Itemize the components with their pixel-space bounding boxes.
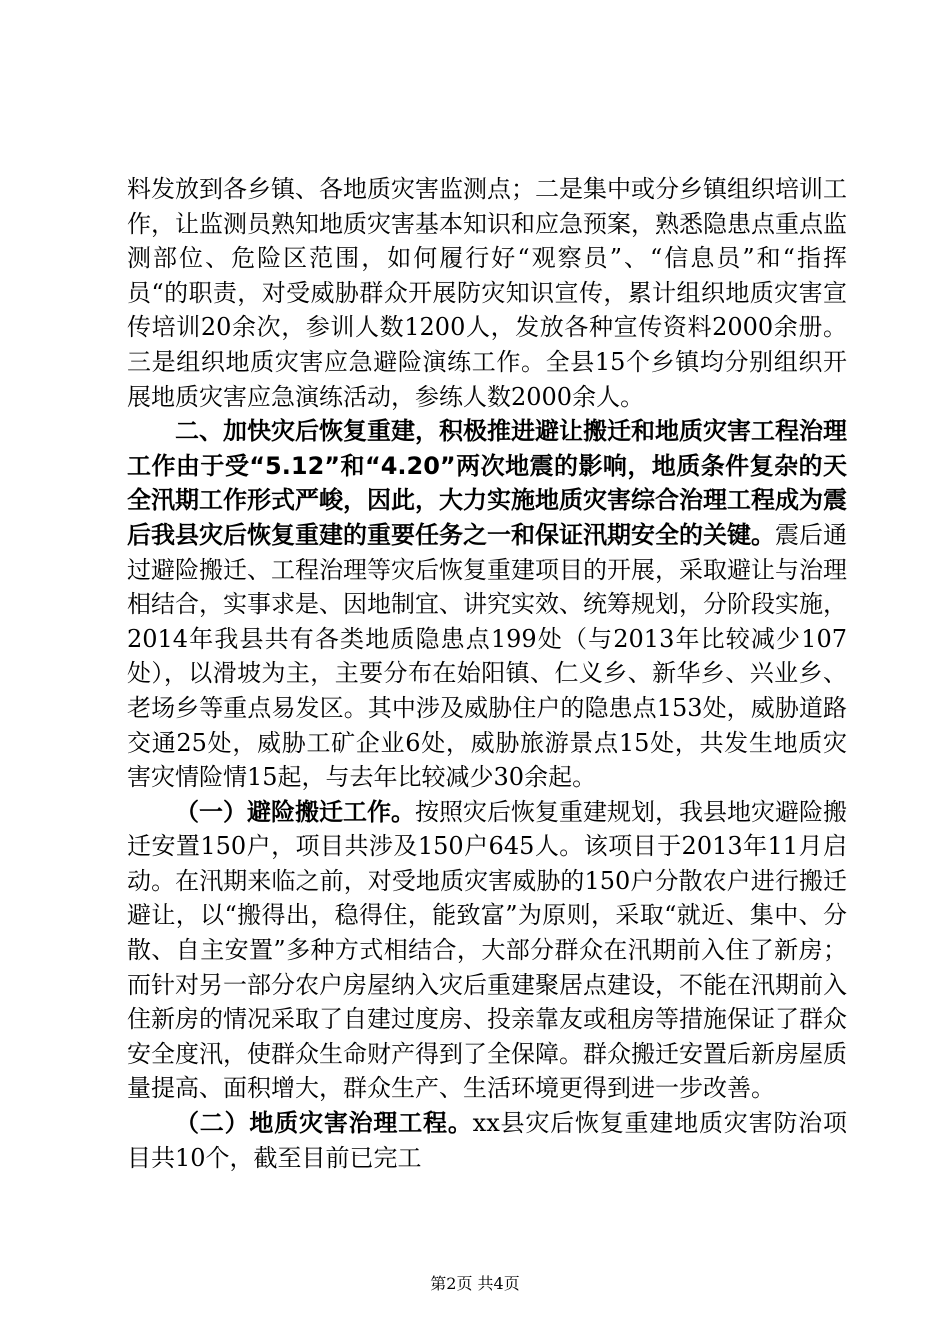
paragraph-2 bbox=[127, 414, 847, 795]
paragraph-1-text: 料发放到各乡镇、各地质灾害监测点；二是集中或分乡镇组织培训工作，让监测员熟知地质灾害基本知识和应急预案，熟悉隐患点重点监测部位、危险区范围，如何履行好“观察员”、“信息员”和“指挥员“的职责，对受威胁群众开展防灾知识宣传，累计组织地质灾害宣传培训20余次，参训人数1200人，发放各种宣传资料2000余册。三是组织地质灾害应急避险演练工作。全县15个乡镇均分别组织开展地质灾害应急演练活动，参练人数2000余人。 bbox=[127, 175, 847, 411]
paragraph-3-heading: （一）避险搬迁工作。 bbox=[175, 797, 415, 826]
page-number-label: 第2页 共4页 bbox=[430, 1274, 520, 1293]
paragraph-4 bbox=[127, 1106, 847, 1175]
paragraph-4-text: xx县灾后恢复重建地质灾害防治项目共10个，截至目前已完工 bbox=[127, 1109, 847, 1172]
page-footer bbox=[0, 1271, 950, 1294]
paragraph-3-text: 按照灾后恢复重建规划，我县地灾避险搬迁安置150户，项目共涉及150户645人。该项目于2013年11月启动。在汛期来临之前，对受地质灾害威胁的150户分散农户进行搬迁避让，以“搬得出，稳得住，能致富”为原则，采取“就近、集中、分散、自主安置”多种方式相结合，大部分群众在汛期前入住了新房；而针对另一部分农户房屋纳入灾后重建聚居点建设，不能在汛期前入住新房的情况采取了自建过度房、投亲靠友或租房等措施保证了群众安全度汛，使群众生命财产得到了全保障。群众搬迁安置后新房屋质量提高、面积增大，群众生产、生活环境更得到进一步改善。 bbox=[127, 797, 847, 1103]
paragraph-4-heading: （二）地质灾害治理工程。 bbox=[175, 1109, 473, 1138]
paragraph-2-text: 震后通过避险搬迁、工程治理等灾后恢复重建项目的开展，采取避让与治理相结合，实事求是、因地制宜、讲究实效、统筹规划，分阶段实施，2014年我县共有各类地质隐患点199处（与2013年比较减少107处），以滑坡为主，主要分布在始阳镇、仁义乡、新华乡、兴业乡、老场乡等重点易发区。其中涉及威胁住户的隐患点153处，威胁道路交通25处，威胁工矿企业6处，威胁旅游景点15处，共发生地质灾害灾情险情15起，与去年比较减少30余起。 bbox=[127, 520, 847, 792]
document-body bbox=[127, 172, 847, 1175]
paragraph-1 bbox=[127, 172, 847, 414]
paragraph-2-heading: 二、加快灾后恢复重建，积极推进避让搬迁和地质灾害工程治理工作由于受“5.12”和“4.20”两次地震的影响，地质条件复杂的天全汛期工作形式严峻，因此，大力实施地质灾害综合治理工程成为震后我县灾后恢复重建的重要任务之一和保证汛期安全的关键。 bbox=[127, 417, 847, 549]
paragraph-3 bbox=[127, 795, 847, 1106]
